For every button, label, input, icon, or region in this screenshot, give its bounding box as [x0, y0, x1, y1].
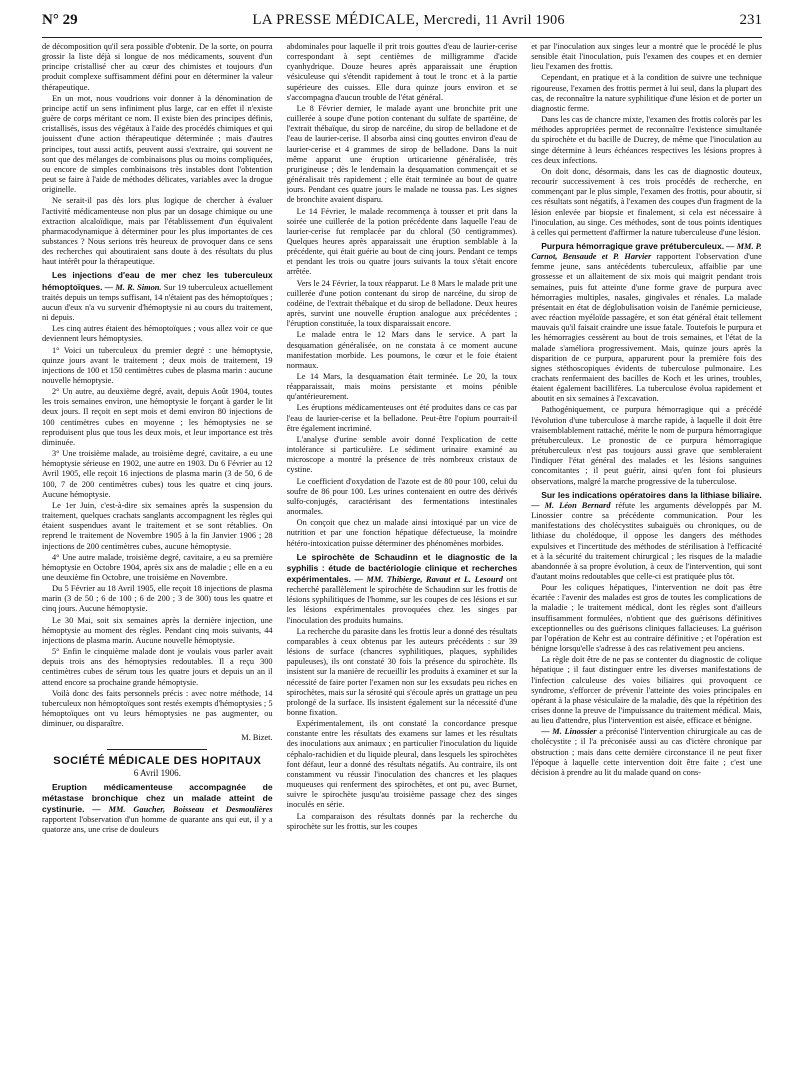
paragraph: Le 14 Février, le malade recommença à tousser et prit dans la soirée une cuillerée de la potion précédente dans laquelle l'eau de laurier-cerise fut remplacée par du chloral (50 centigrammes). Quelques heures après apparaissait une éruption semblable à la précédente, qui était guérie au bout de cinq jours. Pendant ce temps et pendant les trois ou quatre jours suivants la toux s'était encore arrêtée.	[286, 206, 518, 277]
article-text: rapportent l'observation d'une femme jeune, sans antécédents tuberculeux, affaiblie par une grossesse et un allaitement de six mois qui maigrit pendant trois semaines, puis fut atteinte d'une forme grave de purpura avec hémorragies multiples, nasales, gingivales et rénales. La malade présentait en état de déglobulisation voisin de l'anémie pernicieuse, avec réaction myéloïde passagère, et son état général était tellement mauvais qu'il faisait craindre une issue fatale. Toutefois le purpura et les hémorragies cessèrent au bout de trois semaines, et l'état de la malade s'améliora progressivement. Mais, quinze jours après la disparition de ce purpura, apparurent pour la première fois des signes stéthoscopiques évidents de tuberculose pulmonaire. Les crachats renfermaient des bacilles de Koch et les urines, troubles, étaient également bacillifères. La tuberculose évolua rapidement et aboutit en six semaines à l'excavation.	[531, 252, 762, 404]
article-author: — M. Léon Bernard	[531, 500, 611, 510]
journal-name: LA PRESSE MÉDICALE,	[252, 12, 420, 28]
article-heading: Les injections d'eau de mer chez les tuberculeux hémoptoïques.	[42, 270, 273, 292]
paragraph: Le coefficient d'oxydation de l'azote est de 80 pour 100, celui du soufre de 86 pour 100. Les urines contenaient en outre des dérivés sulfo-conjugés, caractérisant des fermentations intestinales anormales.	[286, 476, 518, 517]
paragraph: La comparaison des résultats donnés par la recherche du spirochète sur les frottis, sur les coupes	[286, 811, 518, 831]
article-author: — M. Linossier	[541, 727, 597, 737]
paragraph: 5° Enfin le cinquième malade dont je voulais vous parler avait depuis trois ans des hémoptysies redoutables. Il a reçu 300 centimètres cubes de sérum tous les quatre jours et depuis un an il attend encore sa prochaine grande hémoptysie.	[42, 647, 273, 687]
signature: M. Bizet.	[241, 733, 273, 743]
journal-title	[252, 12, 564, 29]
paragraph: Voilà donc des faits personnels précis : avec notre méthode, 14 tuberculeux non hémoptoïques sont restés exempts d'hémoptysies ; 5 hémoptoïques ont vu leurs hémoptysies ne pas augmenter, ou diminuer, ou disparaître.	[42, 688, 273, 729]
issue-date: Mercredi, 11 Avril 1906	[423, 13, 565, 28]
section-title: SOCIÉTÉ MÉDICALE DES HOPITAUX	[53, 755, 262, 768]
paragraph: Cependant, en pratique et à la condition de suivre une technique rigoureuse, l'examen des frottis permet à lui seul, dans la plupart des cas, de reconnaître la nature syphilitique d'une lésion et de porter un diagnostic ferme.	[531, 73, 762, 113]
article-text: réfute les arguments développés par M. Linossier contre sa précédente communication. Pour les manifestations des cholécystites subaiguës ou chroniques, ou de lithiase du cholédoque, il oppose les dangers des méthodes expulsives et l'incertitude des méthodes de stérilisation à l'efficacité et à la sécurité du traitement chirurgical ; les risques de la maladie abandonnée à sa propre évolution, à ceux de l'intervention, qui sont d'autant moins redoutables que celle-ci est pratiquée plus tôt.	[531, 500, 762, 581]
section-date: 6 Avril 1906.	[133, 767, 181, 778]
paragraph	[531, 727, 762, 778]
article-author: — MM. Thibierge, Ravaut et L. Lesourd	[354, 574, 503, 584]
paragraph: Pathogéniquement, ce purpura hémorragique qui a précédé l'évolution d'une tuberculose à marche rapide, à laquelle il doit être vraisemblablement rattaché, mérite le nom de purpura hémorragique prétuberculeux. Le pronostic de ce purpura hémorragique prétuberculeux n'est pas toujours aussi grave que sembleraient l'indiquer l'état général des malades et les lésions sanguines concomitantes ; il peut guérir, ainsi qu'en font foi plusieurs observations, malgré la marche progressive de la tuberculose.	[531, 405, 762, 486]
paragraph: 2° Un autre, au deuxième degré, avait, depuis Août 1904, toutes les trois semaines environ, une hémoptysie le forçant à garder le lit deux jours. Il reçoit en sept mois et demi environ 80 injections de 100 centimètres cubes en moyenne ; les hémoptysies ne se reproduisent plus que tous les deux mois, et leur importance est très diminuée.	[42, 387, 273, 447]
article-lead	[42, 270, 273, 323]
article-text: Sur 19 tuberculeux actuellement traités depuis un temps suffisant, 14 n'étaient pas des hémoptoïques ; aucun d'eux n'a vu survenir d'hémoptysie ni au cours du traitement, ni depuis.	[42, 282, 273, 323]
article-heading: Le spirochète de Schaudinn et le diagnostic de la syphilis : étude de bactériologie clinique et recherches expérimentales.	[286, 551, 518, 584]
paragraph: Les éruptions médicamenteuses ont été produites dans ce cas par l'eau de laurier-cerise et la belladone. Peut-être l'opium pourrait-il être également incriminé.	[286, 403, 518, 433]
paragraph: Les cinq autres étaient des hémoptoïques ; vous allez voir ce que deviennent leurs hémoptysies.	[42, 324, 273, 344]
paragraph: Du 5 Février au 18 Avril 1905, elle reçoit 18 injections de plasma marin (3 de 50 ; 6 de 100 ; 6 de 200 ; 3 de 300) tous les quatre et cinq jours. Aucune hémoptysie.	[42, 584, 273, 614]
paragraph: La règle doit être de ne pas se contenter du diagnostic de colique hépatique ; il faut distinguer entre les diverses manifestations de l'infection calculeuse des voies biliaires qui provoquent ce syndrome, s'efforcer de prévenir l'atteinte des voies principales en opérant à la phase vésiculaire de la maladie, dès que la répétition des crises donne la preuve de l'impuissance du traitement médical. Mais, au lieu d'attendre, plus l'intervention est aisée, efficace et bénigne.	[531, 655, 762, 726]
paragraph: Dans les cas de chancre mixte, l'examen des frottis colorés par les méthodes appropriées permet de reconnaître l'existence simultanée du spirochète et du bacille de Ducrey, de même que l'inoculation au singe détermine à leurs échéances respectives les lésions propres à ces deux infections.	[531, 115, 762, 165]
article-heading: Sur les indications opératoires dans la lithiase biliaire.	[541, 489, 762, 500]
paragraph: 3° Une troisième malade, au troisième degré, cavitaire, a eu une hémoptysie sérieuse en 1902, une autre en 1903. Du 6 Février au 12 Avril 1905, elle reçoit 16 injections de plasma marin (3 de 50, 6 de 100, 7 de 200 centimètres cubes) tous les quatre et cinq jours. Aucune hémoptysie.	[42, 449, 273, 499]
paragraph: On doit donc, désormais, dans les cas de diagnostic douteux, recourir successivement à ces trois procédés de recherche, en commençant par le plus simple, l'examen des frottis, pour aboutir, si ces résultats sont négatifs, à l'examen des coupes d'un fragment de la lésion enlevée par biopsie et finalement, si cela est nécessaire à l'inoculation, au singe. Ces méthodes, sont de tous points identiques à celles qui permettent d'affirmer la nature tuberculeuse d'une lésion.	[531, 166, 762, 237]
paragraph: La recherche du parasite dans les frottis leur a donné des résultats comparables à ceux obtenus par les auteurs précédents : sur 39 lésions de surface (chancres syphilitiques, plaques, syphilides papuleuses), ils ont constaté 30 fois la présence du spirochète. Ils insistent sur la manière de recueillir les produits à examiner et sur la nécessité de faire porter l'examen non sur les exsudats peu riches en spirochètes, mais sur la sérosité qui s'écoule après un grattage un peu prolongé de la surface. Ils insistent également sur la nécessité d'une bonne fixation.	[286, 626, 518, 717]
article-lead	[42, 782, 273, 836]
issue-number: N° 29	[42, 12, 78, 28]
paragraph: Ne serait-il pas dès lors plus logique de chercher à évaluer l'activité médicamenteuse non plus par un dosage chimique ou une extraction alcaloïdique, mais par l'établissement d'un équivalent pharmacodynamique à déterminer pour les plus importantes de ces substances ? Nous serions très heureux de provoquer dans ce sens des recherches qui aboutiraient sans doute à des résultats du plus haut intérêt pour la thérapeutique.	[42, 196, 273, 267]
paragraph: Expérimentalement, ils ont constaté la concordance presque constante entre les résultats des examens sur lames et les résultats des inoculations aux animaux ; en particulier l'inoculation du liquide céphalo-rachidien et du liquide pleural, dans lesquels les spirochètes font défaut, leur a donné des résultats négatifs. Au contraire, ils ont constamment vu réussir l'inoculation des chancres et les plaques muqueuses qui renferment des spirochètes, et ont pu, avec Burnet, suivre le spirochète jusqu'au troisième passage chez des singes inoculés en série.	[286, 719, 518, 810]
page-number: 231	[739, 12, 762, 28]
paragraph: L'analyse d'urine semble avoir donné l'explication de cette intolérance si particulière. Le sédiment urinaire examiné au microscope a montré la présence de très nombreux cristaux de cystine.	[286, 434, 518, 475]
paragraph: On conçoit que chez un malade ainsi intoxiqué par un vice de nutrition et par une fonction hépatique défectueuse, la moindre hétéro-intoxication puisse déterminer des phénomènes morbides.	[286, 518, 518, 548]
article-text: ont recherché parallèlement le spirochète de Schaudinn sur les frottis de lésions syphilitiques de l'homme, sur les coupes de ces lésions et sur les lésions expérimentales provoquées chez les singes par l'inoculation des produits humains.	[286, 574, 518, 625]
article-author: — M. R. Simon.	[104, 282, 162, 292]
page-header	[42, 12, 762, 36]
columns	[42, 42, 762, 1076]
article-author: — MM. Gaucher, Boisseau et Desmoulières	[92, 805, 273, 815]
paragraph: et par l'inoculation aux singes leur a montré que le procédé le plus sensible était l'inoculation, puis l'examen des coupes et en dernier lieu l'examen des frottis.	[531, 42, 762, 72]
article-text: rapportent l'observation d'un homme de quarante ans qui eut, il y a quatorze ans, une crise de douleurs	[42, 815, 273, 835]
column-3	[531, 42, 762, 1076]
paragraph: Le 30 Mai, soit six semaines après la dernière injection, une hémoptysie au moment des règles. Pendant cinq mois suivants, 44 injections de plasma marin. Aucune nouvelle hémoptysie.	[42, 615, 273, 645]
column-1	[42, 42, 273, 1076]
paragraph: Le 14 Mars, la desquamation était terminée. Le 20, la toux réapparaissait, mais moins persistante et moins pénible qu'antérieurement.	[286, 372, 518, 402]
paragraph: En un mot, nous voudrions voir donner à la dénomination de principe actif un sens infiniment plus large, car en effet il n'existe guère de corps méritant ce nom. Il existe bien des principes définis, cristallisés, issus des végétaux à l'aide des procédés chimiques et qui jouissent d'une action thérapeutique déterminée ; mais d'autres principes, tout aussi actifs, peuvent aussi s'extraire, qui souvent ne sont que des mélanges de combinaisons plus ou moins compliquées, ou encore de simples combinaisons très instables dont l'obtention peut se faire à l'aide de méthodes délicates, variables avec la drogue originelle.	[42, 93, 273, 195]
article-heading: Eruption médicamenteuse accompagnée de métastase bronchique chez un malade atteint de cystinurie.	[42, 781, 273, 815]
column-2	[287, 42, 518, 1076]
article-lead	[287, 552, 518, 626]
paragraph: de décomposition qu'il sera possible d'obtenir. De la sorte, on pourra grossir la liste déjà si longue de nos médicaments, souvent d'un principe cristallisé cher au cœur des chimistes et toujours d'un produit complexe suffisamment défini pour en déterminer la valeur thérapeutique.	[42, 42, 273, 92]
paragraph: 4° Une autre malade, troisième degré, cavitaire, a eu sa première hémoptysie en Octobre 1904, après six ans de maladie ; elle en a eu une deuxième fin Octobre, une troisième en Novembre.	[42, 552, 273, 582]
article-lead	[531, 241, 762, 405]
article-heading: Purpura hémorragique grave prétuberculeux.	[541, 240, 725, 251]
section-divider	[107, 749, 207, 750]
paragraph: Le 1er Juin, c'est-à-dire six semaines après la suspension du traitement, quelques crachats sanglants accompagnent les règles qui étaient suspendues avant le traitement et se sont rétablies. On reprend le traitement de Novembre 1905 à la fin Janvier 1906 ; 28 injections de 200 centimètres cubes, aucune hémoptysie.	[42, 500, 273, 551]
article-text: a préconisé l'intervention chirurgicale au cas de cholécystite ; il l'a préconisée aussi au cas d'ictère chronique par obstruction ; mais dans cette dernière circonstance il ne peut fixer l'époque à laquelle cette intervention doit être faite ; c'est une décision à prendre au lit du malade quand on cons-	[531, 727, 762, 777]
paragraph: Pour les coliques hépatiques, l'intervention ne doit pas être écartée : l'avenir des malades est gros de toutes les complications de la maladie ; le traitement médical, dont les règles sont d'ailleurs insuffisamment formulées, n'obtient que des guérisons définitives exceptionnelles ou des guérisons cliniques fallacieuses. La guérison par l'opération de Kehr est au contraire définitive ; et l'opération est bénigne lorsqu'elle s'adresse à des cas relativement peu anciens.	[531, 583, 762, 654]
paragraph: Vers le 24 Février, la toux réapparut. Le 8 Mars le malade prit une cuillerée d'une potion contenant du sirop de narcéine, du sirop de codéine, de l'extrait thébaïque et du sirop de belladone. Deux heures après, survint une nouvelle éruption analogue aux précédentes ; l'éruption constituée, la toux disparaissait encore.	[286, 278, 518, 329]
paragraph: Le malade entra le 12 Mars dans le service. A part la desquamation généralisée, on ne constata à ce moment aucune manifestation morbide. Les poumons, le cœur et le foie étaient normaux.	[286, 330, 518, 370]
paragraph: Le 8 Février dernier, le malade ayant une bronchite prit une cuillerée à soupe d'une potion contenant du sulfate de spartéine, de l'extrait thébaïque, du sirop de narcéine, du sirop de belladone et de l'eau de laurier-cerise. Il absorba ainsi cinq gouttes environ d'eau de laurier-cerise et 4 grammes de sirop de belladone. Dans la nuit même apparut une éruption urticarienne généralisée, très prurigineuse ; dès le lendemain la desquamation commençait et se généralisait très rapidement ; elle était terminée au bout de quatre jours. Pendant ces quatre jours le malade ne toussa pas. Les signes de bronchite avaient disparu.	[286, 103, 518, 205]
header-rule	[42, 37, 762, 38]
paragraph: 1° Voici un tuberculeux du premier degré : une hémoptysie, quinze jours avant le traitement ; deux mois de traitement, 19 injections de 100 et 150 centimètres cubes de plasma marin : aucune nouvelle hémoptysie.	[42, 345, 273, 385]
article-lead	[531, 490, 762, 582]
paragraph: abdominales pour laquelle il prit trois gouttes d'eau de laurier-cerise correspondant à sept centièmes de milligramme d'acide cyanhydrique. Douze heures après apparaissait une éruption vésiculeuse qui s'étendit rapidement à tout le tronc et à la partie supérieure des cuisses. Elle dura quinze jours environ et se s'accompagna d'aucun trouble de l'état général.	[286, 42, 518, 102]
article-author: — MM. P. Carnot, Bensaude et P. Harvier	[531, 241, 762, 262]
